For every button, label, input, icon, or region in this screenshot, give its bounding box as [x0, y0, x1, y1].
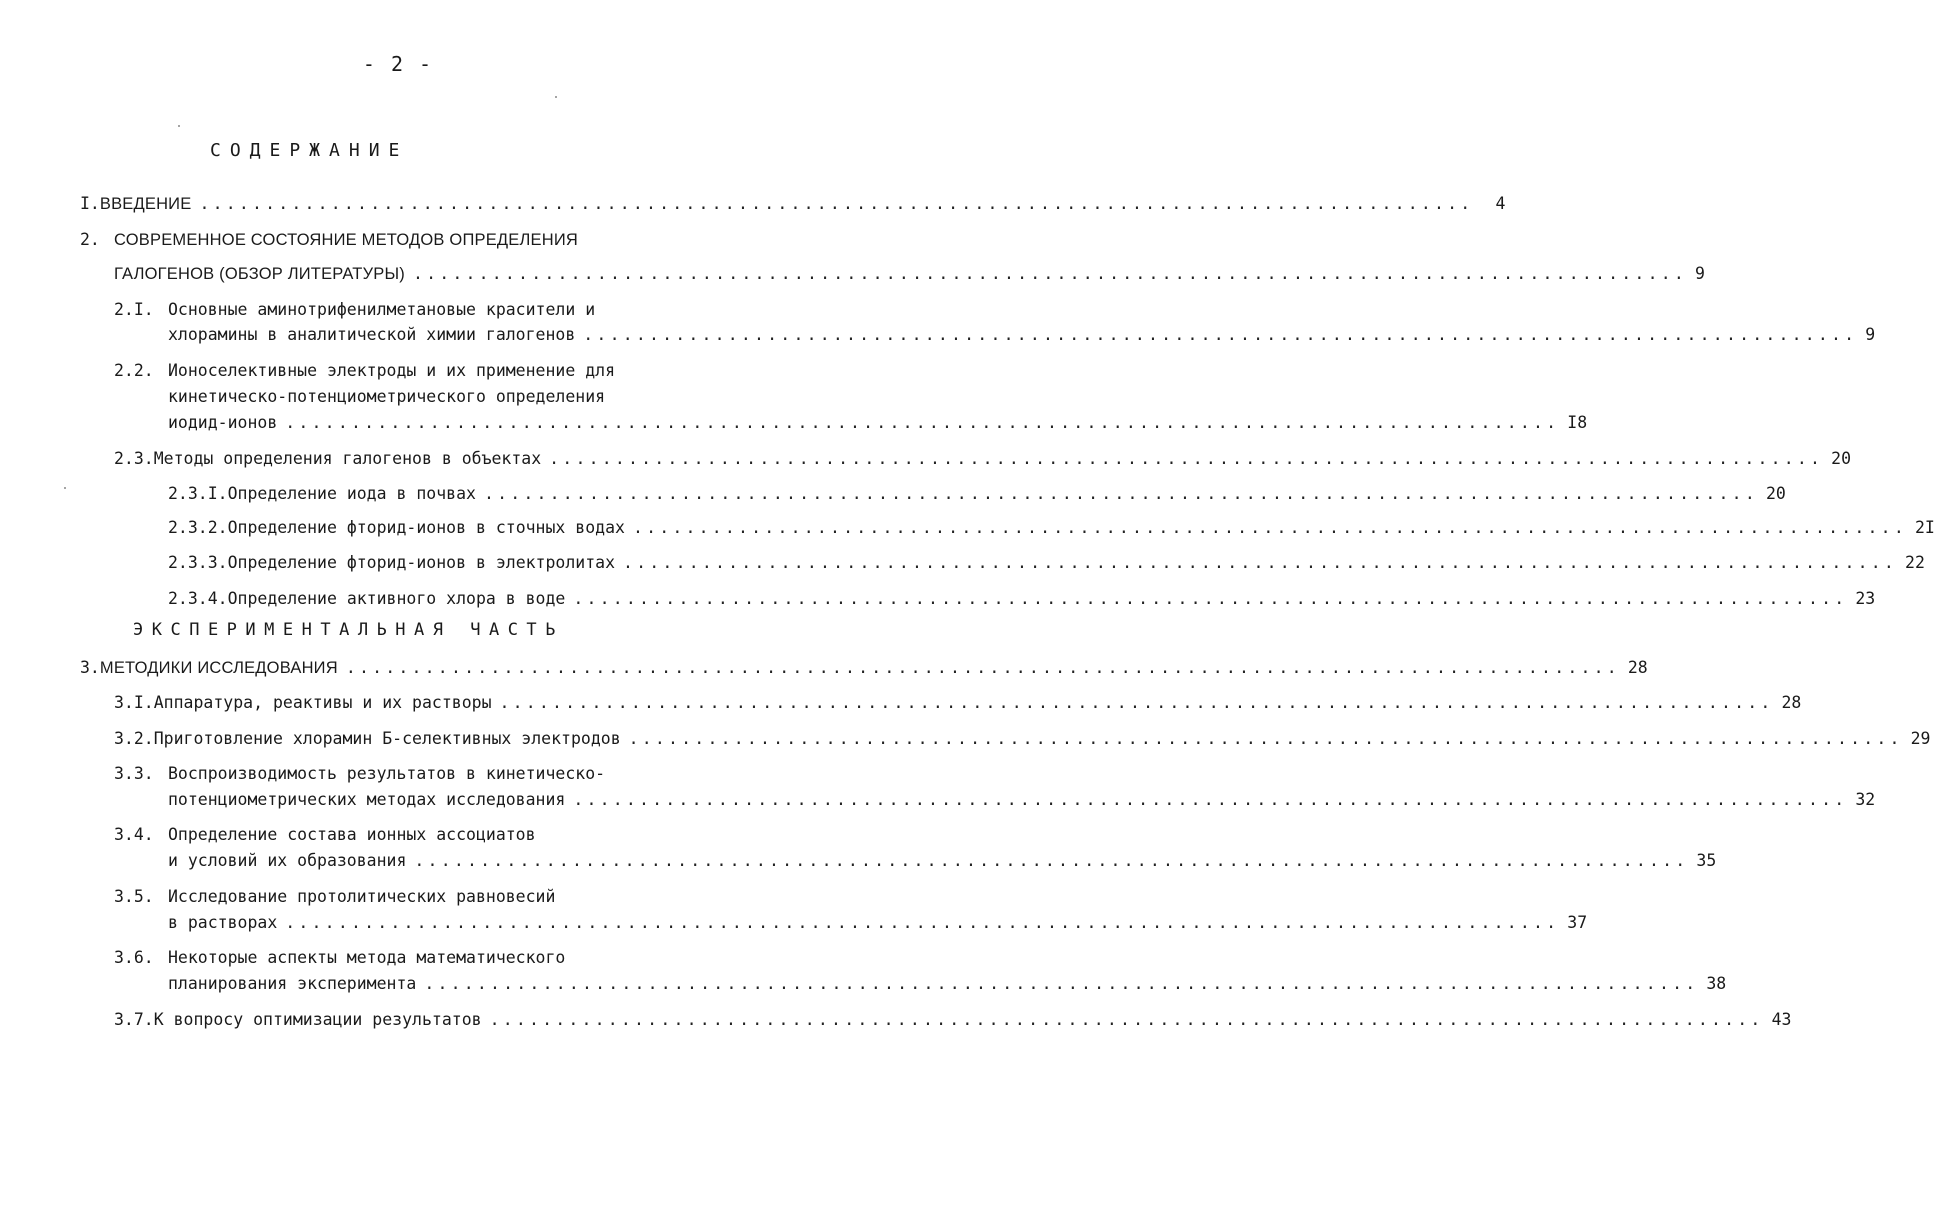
- page-number: - 2 -: [362, 52, 434, 76]
- leader-dots: .................................................................................................: [573, 790, 1848, 809]
- toc-entry-page: 20: [1765, 484, 1786, 503]
- toc-entry-title-cont: хлорамины в аналитической химии галогенов: [168, 325, 576, 344]
- toc-entry-number: I.: [80, 194, 100, 213]
- leader-dots: .................................................................................................: [412, 264, 1687, 283]
- toc-entry[interactable]: [114, 1007, 1792, 1033]
- toc-entry-number: 3.7.: [114, 1010, 154, 1029]
- toc-entry-number: 3.I.: [114, 693, 154, 712]
- leader-dots: .................................................................................................: [628, 729, 1903, 748]
- toc-entry-page: 28: [1781, 693, 1802, 712]
- toc-entry-title: Методы определения галогенов в объектах: [153, 449, 542, 468]
- leader-dots: .................................................................................................: [499, 693, 1774, 712]
- leader-dots: .................................................................................................: [414, 851, 1689, 870]
- toc-entry-page: 20: [1831, 449, 1852, 468]
- experimental-part-heading: ЭКСПЕРИМЕНТАЛЬНАЯ ЧАСТЬ: [133, 620, 564, 640]
- toc-entry-number: 3.5.: [114, 887, 154, 906]
- toc-entry-number: 2.3.: [114, 449, 154, 468]
- toc-entry[interactable]: [114, 761, 746, 787]
- toc-entry-title: Приготовление хлорамин Б-селективных электродов: [153, 729, 621, 748]
- toc-entry-number: 2.I.: [114, 300, 154, 319]
- toc-entry-number: 3.: [80, 658, 100, 677]
- toc-entry-page: 2I: [1914, 518, 1935, 537]
- leader-dots: .................................................................................................: [199, 194, 1474, 213]
- toc-entry-page: 29: [1910, 729, 1931, 748]
- toc-entry-number: 2.3.I.: [168, 484, 228, 503]
- toc-entry[interactable]: [168, 586, 1876, 612]
- leader-dots: .................................................................................................: [483, 484, 1758, 503]
- toc-entry-page: 37: [1567, 913, 1588, 932]
- toc-entry-continuation[interactable]: [168, 971, 1727, 997]
- toc-entry-title: МЕТОДИКИ ИССЛЕДОВАНИЯ: [99, 659, 338, 677]
- toc-entry-title-cont: потенциометрических методах исследования: [168, 790, 566, 809]
- leader-dots: .................................................................................................: [623, 553, 1898, 572]
- toc-entry-title: Ионоселективные электроды и их применение для: [168, 361, 616, 380]
- toc-entry-title: СОВРЕМЕННОЕ СОСТОЯНИЕ МЕТОДОВ ОПРЕДЕЛЕНИЯ: [114, 231, 579, 249]
- leader-dots: .................................................................................................: [583, 325, 1858, 344]
- toc-entry-number: 2.3.4.: [168, 589, 228, 608]
- page-title: СОДЕРЖАНИЕ: [210, 140, 409, 161]
- scan-speck: [64, 487, 66, 489]
- toc-entry-title: Определение активного хлора в воде: [227, 589, 566, 608]
- toc-entry[interactable]: [80, 191, 1506, 217]
- toc-entry-continuation[interactable]: [168, 848, 1717, 874]
- toc-entry-number: 2.: [80, 230, 100, 249]
- toc-entry-continuation[interactable]: [168, 910, 1588, 936]
- toc-entry-number: 3.6.: [114, 948, 154, 967]
- leader-dots: .................................................................................................: [549, 449, 1824, 468]
- leader-dots: .................................................................................................: [285, 413, 1560, 432]
- toc-entry[interactable]: [114, 726, 1931, 752]
- toc-entry-continuation: [168, 384, 740, 410]
- toc-entry[interactable]: [114, 297, 740, 323]
- toc-entry-title: Определение состава ионных ассоциатов: [168, 825, 536, 844]
- toc-entry-page: 22: [1905, 553, 1925, 572]
- toc-entry-continuation[interactable]: [168, 410, 1588, 436]
- toc-entry[interactable]: [114, 358, 740, 384]
- toc-entry-title-cont: планирования эксперимента: [168, 974, 417, 993]
- toc-entry-continuation[interactable]: [168, 322, 1876, 348]
- toc-entry-page: 35: [1696, 851, 1717, 870]
- toc-entry-title-cont: и условий их образования: [168, 851, 407, 870]
- toc-entry[interactable]: [114, 446, 1852, 472]
- toc-entry-page: 4: [1495, 194, 1506, 213]
- toc-entry[interactable]: [168, 515, 1935, 541]
- toc-entry-page: 9: [1865, 325, 1876, 344]
- toc-entry-title-cont: кинетическо-потенциометрического определения: [168, 387, 606, 406]
- leader-dots: .................................................................................................: [424, 974, 1699, 993]
- toc-entry-number: 3.4.: [114, 825, 154, 844]
- toc-entry[interactable]: [80, 655, 1648, 681]
- leader-dots: .................................................................................................: [285, 913, 1560, 932]
- toc-entry-title: К вопросу оптимизации результатов: [153, 1010, 482, 1029]
- toc-entry-title: Определение фторид-ионов в сточных водах: [227, 518, 625, 537]
- toc-entry-page: 9: [1694, 264, 1705, 283]
- toc-entry[interactable]: [114, 884, 746, 910]
- toc-entry-title: Исследование протолитических равновесий: [168, 887, 556, 906]
- scan-speck: [178, 125, 180, 127]
- toc-entry[interactable]: [168, 550, 1925, 576]
- toc-entry-title-cont: ГАЛОГЕНОВ (ОБЗОР ЛИТЕРАТУРЫ): [114, 265, 405, 283]
- toc-entry-title-cont: иодид-ионов: [168, 413, 278, 432]
- toc-entry-page: 38: [1706, 974, 1727, 993]
- toc-entry-continuation[interactable]: [114, 261, 1705, 287]
- toc-entry-title: ВВЕДЕНИЕ: [99, 195, 192, 213]
- toc-entry-title: Аппаратура, реактивы и их растворы: [153, 693, 492, 712]
- toc-entry-number: 3.3.: [114, 764, 154, 783]
- toc-entry-page: 43: [1771, 1010, 1792, 1029]
- toc-entry[interactable]: [114, 822, 746, 848]
- toc-entry-number: 2.3.3.: [168, 553, 228, 572]
- toc-entry-number: 3.2.: [114, 729, 154, 748]
- toc-entry-title: Определение фторид-ионов в электролитах: [227, 553, 616, 572]
- toc-entry[interactable]: [168, 481, 1786, 507]
- leader-dots: .................................................................................................: [345, 658, 1620, 677]
- leader-dots: .................................................................................................: [632, 518, 1907, 537]
- toc-entry-title-cont: в растворах: [168, 913, 278, 932]
- toc-entry[interactable]: [114, 690, 1802, 716]
- toc-entry-title: Воспроизводимость результатов в кинетическо-: [168, 764, 606, 783]
- scan-speck: [555, 96, 557, 98]
- toc-entry-number: 2.2.: [114, 361, 154, 380]
- toc-entry-title: Основные аминотрифенилметановые красители и: [168, 300, 596, 319]
- toc-entry-title: Определение иода в почвах: [227, 484, 476, 503]
- toc-entry-page: I8: [1567, 413, 1588, 432]
- toc-entry-number: 2.3.2.: [168, 518, 228, 537]
- leader-dots: .................................................................................................: [573, 589, 1848, 608]
- toc-entry[interactable]: [80, 227, 740, 253]
- toc-entry-page: 23: [1855, 589, 1876, 608]
- toc-entry-continuation[interactable]: [168, 787, 1876, 813]
- toc-entry[interactable]: [114, 945, 746, 971]
- toc-entry-page: 28: [1627, 658, 1648, 677]
- toc-entry-page: 32: [1855, 790, 1876, 809]
- leader-dots: .................................................................................................: [489, 1010, 1764, 1029]
- toc-entry-title: Некоторые аспекты метода математического: [168, 948, 566, 967]
